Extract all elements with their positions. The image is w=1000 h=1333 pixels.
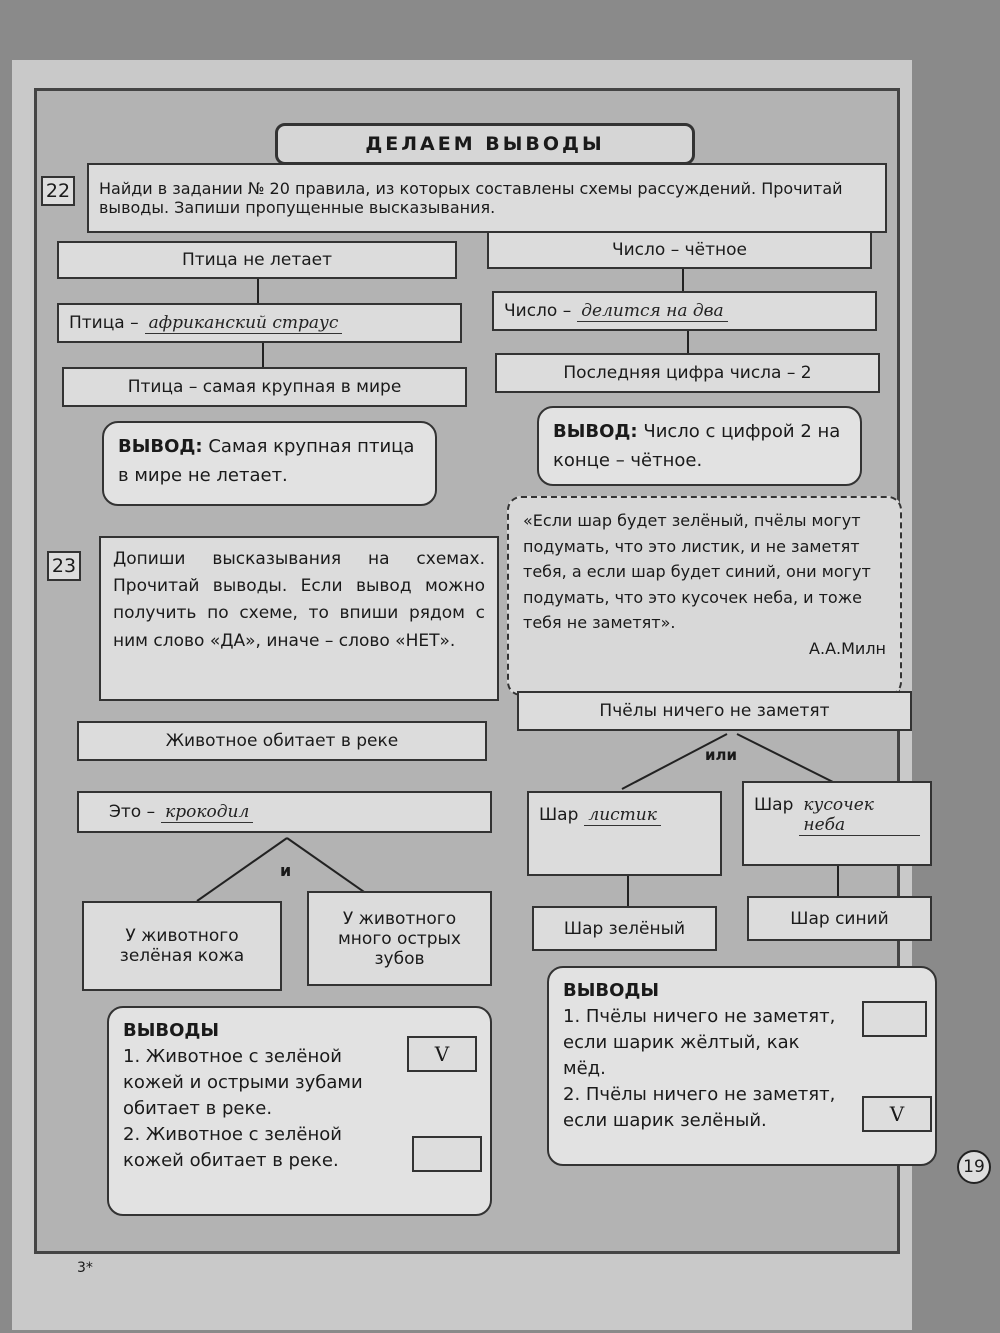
- conclusion-2: 2. Животное с зелёной кожей обитает в реке.: [123, 1124, 342, 1172]
- title: ВЫВОДЫ: [123, 1020, 220, 1041]
- label: ВЫВОД:: [553, 421, 638, 442]
- label: Шар: [754, 795, 794, 815]
- section-title: ДЕЛАЕМ ВЫВОДЫ: [275, 123, 695, 165]
- handwritten-answer: африканский страус: [145, 313, 343, 334]
- quote-text: «Если шар будет зелёный, пчёлы могут подумать, что это листик, и не заметят тебя, а если шар будет синий, они могут подумать, что это кусочек неба, и тоже тебя не заметят».: [523, 511, 871, 633]
- text: Число с цифрой 2 на конце – чётное.: [553, 421, 841, 471]
- connector-and: и: [280, 861, 292, 880]
- conclusion-2: 2. Пчёлы ничего не заметят, если шарик зелёный.: [563, 1084, 836, 1132]
- footer-mark: 3*: [77, 1260, 93, 1276]
- scheme22-right-top: Число – чётное: [487, 231, 872, 269]
- label: Птица –: [69, 313, 139, 333]
- scheme22-left-mid: [57, 303, 462, 343]
- answer-box-1[interactable]: [862, 1001, 927, 1037]
- conclusion-22-left: [102, 421, 437, 506]
- scheme23-left-top: Животное обитает в реке: [77, 721, 487, 761]
- label: Шар: [539, 805, 579, 825]
- label: ВЫВОД:: [118, 436, 203, 457]
- task-23-instructions: Допиши высказывания на схемах. Прочитай выводы. Если вывод можно получить по схеме, то впиши рядом с ним слово «ДА», иначе – слово «НЕТ».: [99, 536, 499, 701]
- quote-author: А.А.Милн: [809, 638, 886, 658]
- connector-or: или: [705, 746, 738, 764]
- page-frame: [34, 88, 905, 1254]
- conclusions-23-right: [547, 966, 937, 1166]
- conclusion-22-right: [537, 406, 862, 486]
- label: Это –: [109, 802, 156, 822]
- scheme23-left-leaf2: У животного много острых зубов: [307, 891, 492, 986]
- answer-box-1[interactable]: V: [407, 1036, 477, 1072]
- scheme23-left-leaf1: У животного зелёная кожа: [82, 901, 282, 991]
- handwritten-answer: крокодил: [161, 802, 253, 823]
- scheme23-right-mid2: [742, 781, 932, 866]
- scheme23-left-mid: [77, 791, 492, 833]
- answer-box-2[interactable]: [412, 1136, 482, 1172]
- task-22-instructions: Найди в задании № 20 правила, из которых составлены схемы рассуждений. Прочитай выводы. Запиши пропущенные высказывания.: [87, 163, 887, 233]
- scheme22-left-top: Птица не летает: [57, 241, 457, 279]
- task-number-22: 22: [41, 176, 75, 206]
- scheme22-right-mid: [492, 291, 877, 331]
- handwritten-answer: делится на два: [577, 301, 727, 322]
- scheme23-right-leaf1: Шар зелёный: [532, 906, 717, 951]
- title: ВЫВОДЫ: [563, 980, 660, 1001]
- label: Число –: [504, 301, 572, 321]
- scheme23-right-top: Пчёлы ничего не заметят: [517, 691, 912, 731]
- answer-box-2[interactable]: V: [862, 1096, 932, 1132]
- textbook-page: [12, 60, 985, 1330]
- scheme22-left-bottom: Птица – самая крупная в мире: [62, 367, 467, 407]
- handwritten-answer: листик: [584, 805, 661, 826]
- scheme22-right-bottom: Последняя цифра числа – 2: [495, 353, 880, 393]
- task-number-23: 23: [47, 551, 81, 581]
- scheme23-right-mid1: [527, 791, 722, 876]
- text: Самая крупная птица в мире не летает.: [118, 436, 415, 486]
- conclusion-1: 1. Пчёлы ничего не заметят, если шарик жёлтый, как мёд.: [563, 1006, 836, 1080]
- conclusion-1: 1. Животное с зелёной кожей и острыми зубами обитает в реке.: [123, 1046, 363, 1120]
- page-number: 19: [957, 1150, 991, 1184]
- quote-box: [507, 496, 902, 696]
- scheme23-right-leaf2: Шар синий: [747, 896, 932, 941]
- handwritten-answer: кусочек неба: [799, 795, 920, 836]
